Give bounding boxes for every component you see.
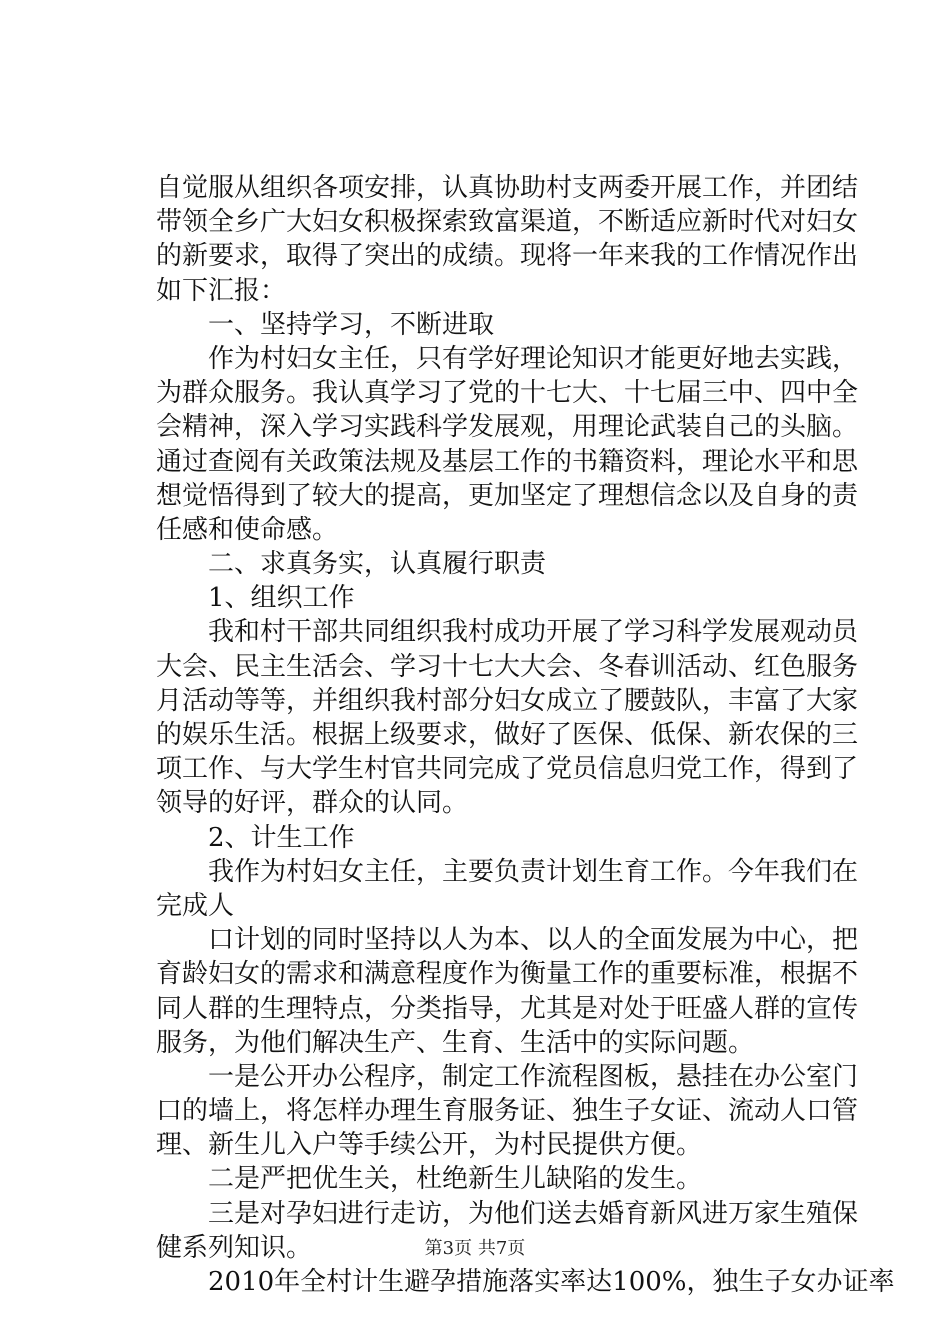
text-line: 想觉悟得到了较大的提高，更加坚定了理想信念以及自身的责 [156,480,859,511]
text-line: 自觉服从组织各项安排，认真协助村支两委开展工作，并团结 [156,173,859,203]
text-line: 大会、民主生活会、学习十七大大会、冬春训活动、红色服务 [156,651,859,682]
text-line: 完成人 [156,890,235,921]
text-line: 二、求真务实，认真履行职责 [156,549,547,580]
text-line: 1、组织工作 [156,583,355,614]
page-footer: 第3页 共7页 [424,1238,526,1259]
text-line: 口的墙上，将怎样办理生育服务证、独生子女证、流动人口管 [156,1096,859,1127]
text-line: 任感和使命感。 [156,514,339,545]
text-line: 服务，为他们解决生产、生育、生活中的实际问题。 [156,1027,755,1058]
text-line: 健系列知识。 [156,1232,313,1263]
text-line: 口计划的同时坚持以人为本、以人的全面发展为中心，把 [156,925,859,956]
text-line: 会精神，深入学习实践科学发展观，用理论武装自己的头脑。 [156,412,859,443]
text-line: 为群众服务。我认真学习了党的十七大、十七届三中、四中全 [156,378,859,409]
text-line: 我和村干部共同组织我村成功开展了学习科学发展观动员 [156,617,859,648]
text-line: 同人群的生理特点，分类指导，尤其是对处于旺盛人群的宣传 [156,993,859,1024]
text-line: 一、坚持学习，不断进取 [156,309,495,340]
text-line: 育龄妇女的需求和满意程度作为衡量工作的重要标准，根据不 [156,959,859,990]
text-line: 2010年全村计生避孕措施落实率达100%，独生子女办证率 [156,1267,895,1297]
text-line: 通过查阅有关政策法规及基层工作的书籍资料，理论水平和思 [156,446,859,477]
text-line: 一是公开办公程序，制定工作流程图板，悬挂在办公室门 [156,1061,859,1092]
text-line: 月活动等等，并组织我村部分妇女成立了腰鼓队，丰富了大家 [156,685,859,716]
text-line: 如下汇报： [156,275,287,306]
text-line: 作为村妇女主任，只有学好理论知识才能更好地去实践， [156,343,859,374]
text-line: 领导的好评，群众的认同。 [156,788,469,819]
text-line: 二是严把优生关，杜绝新生儿缺陷的发生。 [156,1164,703,1195]
body-text [156,171,895,1299]
text-line: 的新要求，取得了突出的成绩。现将一年来我的工作情况作出 [156,241,859,272]
text-line: 理、新生儿入户等手续公开，为村民提供方便。 [156,1130,703,1161]
text-line: 项工作、与大学生村官共同完成了党员信息归党工作，得到了 [156,754,859,785]
text-line: 带领全乡广大妇女积极探索致富渠道，不断适应新时代对妇女 [156,207,859,238]
text-line: 2、计生工作 [156,822,355,853]
text-line: 三是对孕妇进行走访，为他们送去婚育新风进万家生殖保 [156,1198,859,1229]
text-line: 我作为村妇女主任，主要负责计划生育工作。今年我们在 [156,856,859,887]
text-line: 的娱乐生活。根据上级要求，做好了医保、低保、新农保的三 [156,720,859,750]
